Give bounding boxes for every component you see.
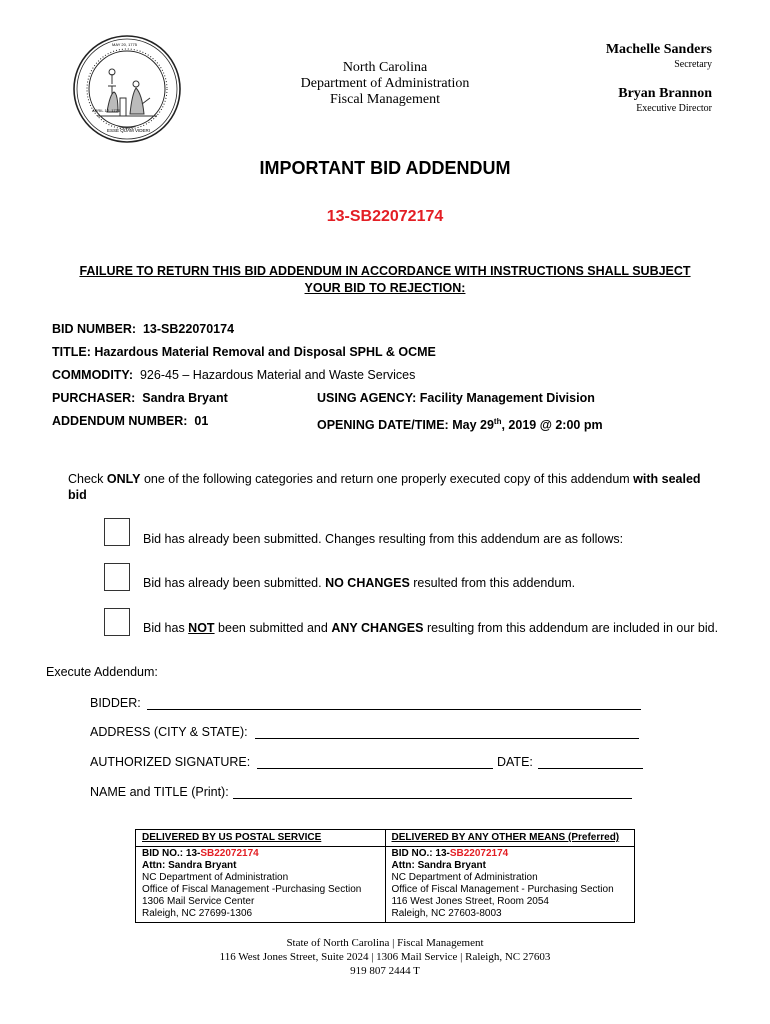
- agency-label: USING AGENCY:: [317, 391, 417, 405]
- org-line-3: Fiscal Management: [329, 92, 441, 107]
- other-bid-prefix: BID NO.: 13-: [391, 848, 450, 859]
- page-title: IMPORTANT BID ADDENDUM: [259, 158, 511, 178]
- seal-date-top: MAY 20, 1775: [112, 42, 137, 47]
- opening-month: May 29: [452, 418, 494, 433]
- secretary-title: Secretary: [674, 59, 712, 70]
- purchaser-label: PURCHASER:: [52, 391, 136, 405]
- commodity-value: 926-45 – Hazardous Material and Waste Services: [139, 368, 416, 382]
- usps-line: Office of Fiscal Management -Purchasing Section: [142, 884, 362, 895]
- opt2-b: NO CHANGES: [325, 576, 410, 590]
- page-footer: [0, 936, 770, 978]
- check-bid: bid: [68, 488, 87, 502]
- other-bid-suffix: SB22072174: [449, 848, 509, 859]
- bid-number-banner: 13-SB22072174: [326, 208, 444, 225]
- addendum-value: 01: [194, 414, 209, 428]
- address-label: ADDRESS (CITY & STATE):: [90, 725, 248, 739]
- title-label: TITLE:: [52, 345, 91, 359]
- check-mid: one of the following categories and return one properly executed copy of this addendum: [140, 472, 634, 486]
- usps-line: Raleigh, NC 27699-1306: [142, 908, 253, 919]
- date-field[interactable]: [538, 756, 643, 769]
- opening-sup: th: [493, 417, 502, 426]
- opening-row: [317, 414, 603, 433]
- usps-attn: Attn: Sandra Bryant: [142, 860, 237, 871]
- other-line: 116 West Jones Street, Room 2054: [391, 896, 549, 907]
- addendum-label: ADDENDUM NUMBER:: [52, 414, 188, 428]
- opt3-c: been submitted and: [214, 621, 332, 635]
- seal-motto: ESSE QUAM VIDERI: [107, 128, 151, 133]
- usps-bid-prefix: BID NO.: 13-: [142, 848, 201, 859]
- check-only: ONLY: [106, 472, 141, 486]
- option-no-changes-checkbox[interactable]: [104, 563, 130, 591]
- opt2-a: Bid has already been submitted.: [143, 576, 326, 590]
- rejection-warning: [40, 263, 730, 297]
- commodity-row: [52, 368, 415, 383]
- name-title-field[interactable]: [233, 786, 632, 799]
- director-name: Bryan Brannon: [618, 86, 712, 101]
- bid-number-row: [52, 322, 234, 337]
- signature-label: AUTHORIZED SIGNATURE:: [90, 755, 251, 769]
- delivery-header-row: [136, 830, 635, 847]
- agency-row: [317, 391, 595, 406]
- check-instructions: [68, 471, 728, 503]
- title-row: [52, 345, 436, 360]
- signature-field[interactable]: [257, 756, 493, 769]
- date-label: DATE:: [497, 755, 533, 769]
- title-value: Hazardous Material Removal and Disposal SPHL & OCME: [94, 345, 436, 359]
- opt3-a: Bid has: [143, 621, 189, 635]
- purchaser-value: Sandra Bryant: [142, 391, 228, 405]
- opt3-b: NOT: [188, 621, 215, 635]
- usps-bid-no: [142, 848, 379, 860]
- director-title: Executive Director: [636, 103, 712, 114]
- secretary-name: Machelle Sanders: [605, 42, 712, 57]
- usps-header: DELIVERED BY US POSTAL SERVICE: [136, 830, 386, 847]
- other-address: [385, 847, 635, 923]
- other-means-header: DELIVERED BY ANY OTHER MEANS (Preferred): [385, 830, 635, 847]
- usps-line: NC Department of Administration: [142, 872, 289, 883]
- address-field[interactable]: [255, 726, 639, 739]
- usps-line: 1306 Mail Service Center: [142, 896, 255, 907]
- bid-number-value: 13-SB22070174: [142, 322, 235, 336]
- opening-rest: , 2019 @ 2:00 pm: [501, 418, 603, 433]
- bidder-label: BIDDER:: [90, 696, 141, 710]
- delivery-table: [135, 829, 635, 923]
- option-changes-checkbox[interactable]: [104, 518, 130, 546]
- footer-line-2: 116 West Jones Street, Suite 2024 | 1306 Mail Service | Raleigh, NC 27603: [219, 951, 551, 963]
- other-attn: Attn: Sandra Bryant: [391, 860, 486, 871]
- org-line-1: North Carolina: [342, 60, 428, 75]
- usps-address: [136, 847, 386, 923]
- org-block: [270, 60, 500, 108]
- addendum-row: [52, 414, 208, 429]
- delivery-body-row: [136, 847, 635, 923]
- option-changes-text: Bid has already been submitted. Changes resulting from this addendum are as follows:: [143, 532, 624, 546]
- warning-line-1: FAILURE TO RETURN THIS BID ADDENDUM IN ACCORDANCE WITH INSTRUCTIONS SHALL SUBJECT: [79, 264, 691, 278]
- opt2-c: resulted from this addendum.: [409, 576, 576, 590]
- bid-number-label: BID NUMBER:: [52, 322, 137, 336]
- opt3-d: ANY CHANGES: [331, 621, 424, 635]
- seal-date-bottom: APRIL 12, 1776: [92, 108, 121, 113]
- opt3-e: resulting from this addendum are included in our bid.: [423, 621, 719, 635]
- officials-block: [606, 42, 712, 116]
- other-line: NC Department of Administration: [391, 872, 538, 883]
- agency-value: Facility Management Division: [419, 391, 595, 405]
- opening-label: OPENING DATE/TIME:: [317, 418, 449, 433]
- execute-heading: Execute Addendum:: [46, 665, 158, 679]
- option-no-changes-text: [143, 576, 575, 590]
- name-title-label: NAME and TITLE (Print):: [90, 785, 229, 799]
- footer-line-3: 919 807 2444 T: [350, 965, 420, 977]
- warning-line-2: YOUR BID TO REJECTION:: [304, 281, 466, 295]
- org-line-2: Department of Administration: [300, 76, 470, 91]
- other-bid-no: [392, 848, 629, 860]
- commodity-label: COMMODITY:: [52, 368, 134, 382]
- check-pre: Check: [68, 472, 107, 486]
- bidder-field[interactable]: [147, 697, 641, 710]
- usps-bid-suffix: SB22072174: [200, 848, 259, 859]
- other-line: Raleigh, NC 27603-8003: [391, 908, 502, 919]
- check-sealed: with sealed: [633, 472, 701, 486]
- purchaser-row: [52, 391, 228, 406]
- footer-line-1: State of North Carolina | Fiscal Management: [286, 937, 484, 949]
- option-not-submitted-checkbox[interactable]: [104, 608, 130, 636]
- option-not-submitted-text: [143, 621, 718, 635]
- other-line: Office of Fiscal Management - Purchasing Section: [391, 884, 614, 895]
